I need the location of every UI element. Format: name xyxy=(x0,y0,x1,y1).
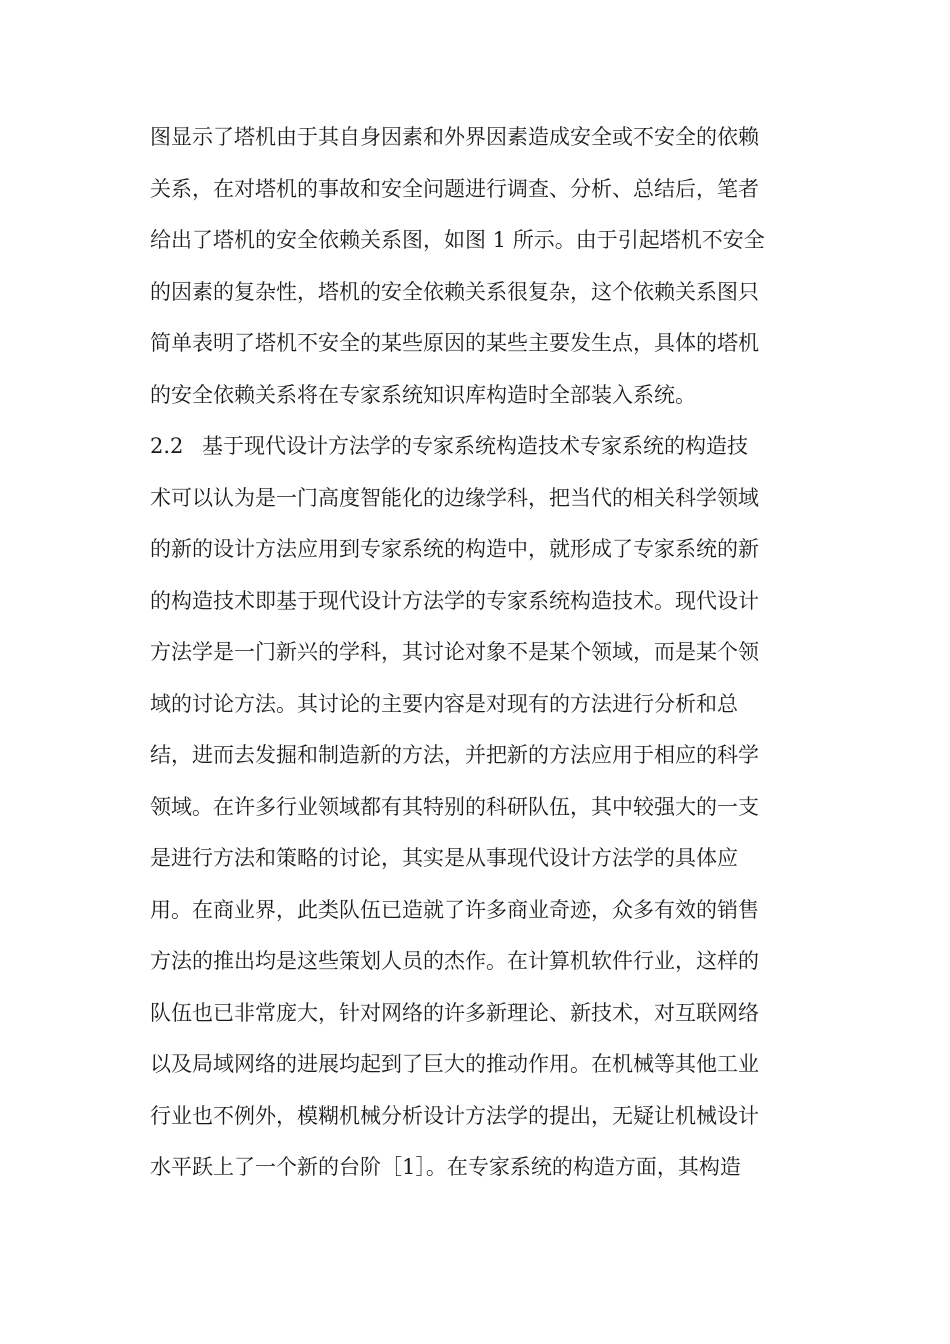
paragraph-line: 的因素的复杂性，塔机的安全依赖关系很复杂，这个依赖关系图只 xyxy=(150,279,759,304)
paragraph-line: 的构造技术即基于现代设计方法学的专家系统构造技术。现代设计 xyxy=(150,588,759,613)
section-number: 2.2 xyxy=(150,434,184,458)
section-heading-line xyxy=(150,425,810,477)
paragraph-line: 结，进而去发掘和制造新的方法，并把新的方法应用于相应的科学 xyxy=(150,743,759,767)
section-first-line: 基于现代设计方法学的专家系统构造技术专家系统的构造技 xyxy=(202,434,748,458)
paragraph-line: 方法学是一门新兴的学科，其讨论对象不是某个领域，而是某个领 xyxy=(150,640,759,664)
paragraph-line: 术可以认为是一门高度智能化的边缘学科，把当代的相关科学领域 xyxy=(150,485,759,510)
paragraph-line: 以及局域网络的进展均起到了巨大的推动作用。在机械等其他工业 xyxy=(150,1052,759,1076)
paragraph-line: 用。在商业界，此类队伍已造就了许多商业奇迹，众多有效的销售 xyxy=(150,897,759,922)
paragraph-line: 行业也不例外，模糊机械分析设计方法学的提出，无疑让机械设计 xyxy=(150,1103,759,1128)
paragraph-line: 队伍也已非常庞大，针对网络的许多新理论、新技术，对互联网络 xyxy=(150,1000,759,1025)
body-text xyxy=(150,116,810,1198)
paragraph-line: 领域。在许多行业领域都有其特别的科研队伍，其中较强大的一支 xyxy=(150,794,759,819)
paragraph-line: 的新的设计方法应用到专家系统的构造中，就形成了专家系统的新 xyxy=(150,537,759,561)
paragraph-line: 是进行方法和策略的讨论，其实是从事现代设计方法学的具体应 xyxy=(150,846,738,870)
paragraph-line: 给出了塔机的安全依赖关系图，如图 1 所示。由于引起塔机不安全 xyxy=(150,228,765,252)
paragraph-line: 水平跃上了一个新的台阶［1］。在专家系统的构造方面，其构造 xyxy=(150,1155,741,1179)
paragraph-line: 域的讨论方法。其讨论的主要内容是对现有的方法进行分析和总 xyxy=(150,691,738,716)
paragraph-line: 简单表明了塔机不安全的某些原因的某些主要发生点，具体的塔机 xyxy=(150,331,759,355)
paragraph-line: 方法的推出均是这些策划人员的杰作。在计算机软件行业，这样的 xyxy=(150,949,759,973)
paragraph-line: 的安全依赖关系将在专家系统知识库构造时全部装入系统。 xyxy=(150,382,696,407)
paragraph-line: 图显示了塔机由于其自身因素和外界因素造成安全或不安全的依赖 xyxy=(150,125,759,149)
paragraph-line: 关系，在对塔机的事故和安全问题进行调查、分析、总结后，笔者 xyxy=(150,176,759,201)
